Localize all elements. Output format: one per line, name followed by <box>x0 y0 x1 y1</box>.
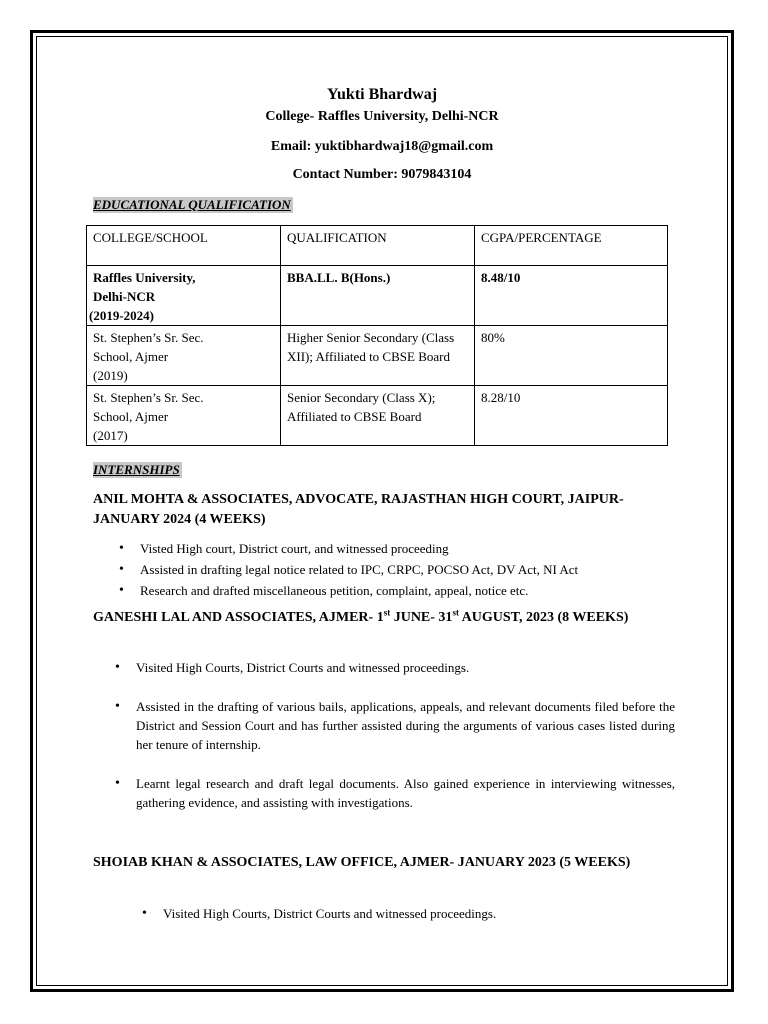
list-item: • Visited High Courts, District Courts and witnessed proceedings. <box>111 658 675 677</box>
contact-line: Contact Number: 9079843104 <box>292 167 472 182</box>
internship-bullets <box>115 539 685 600</box>
internship-title-part: AUGUST, 2023 (8 WEEKS) <box>458 610 629 625</box>
ordinal-suffix: st <box>383 607 391 618</box>
score-cell: 8.48/10 <box>475 266 668 326</box>
table-row <box>87 326 668 386</box>
table-row <box>87 266 668 326</box>
list-item: • Learnt legal research and draft legal documents. Also gained experience in interviewing witnesses, gathering evidence, and assisting with investigations. <box>111 774 675 812</box>
qualification-cell: BBA.LL. B(Hons.) <box>281 266 475 326</box>
score-cell: 8.28/10 <box>475 386 668 446</box>
column-header: COLLEGE/SCHOOL <box>87 226 281 266</box>
internship-bullets <box>111 658 675 812</box>
internship-title-part: JUNE- 31 <box>390 610 453 625</box>
school-location: Delhi-NCR <box>93 289 156 304</box>
internship-title-part: GANESHI LAL AND ASSOCIATES, AJMER- 1 <box>93 610 384 625</box>
column-header: CGPA/PERCENTAGE <box>475 226 668 266</box>
college-line: College- Raffles University, Delhi-NCR <box>265 109 499 124</box>
ordinal-suffix: st <box>452 607 459 618</box>
column-header: QUALIFICATION <box>281 226 475 266</box>
email-line: Email: yuktibhardwaj18@gmail.com <box>270 139 494 154</box>
table-header-row <box>87 226 668 266</box>
school-location: School, Ajmer <box>93 349 169 364</box>
school-cell <box>87 386 281 446</box>
list-item: • Visited High Courts, District Courts and witnessed proceedings. <box>138 904 678 923</box>
list-item: • Assisted in the drafting of various bails, applications, appeals, and relevant documents filed before the District and Session Court and has further assisted during the arguments of various cases listed during her tenure of internship. <box>111 697 675 754</box>
school-name: St. Stephen’s Sr. Sec. <box>93 330 204 345</box>
table-row <box>87 386 668 446</box>
qualification-cell: Senior Secondary (Class X); Affiliated to CBSE Board <box>281 386 475 446</box>
education-table <box>86 225 668 446</box>
internship-title: ANIL MOHTA & ASSOCIATES, ADVOCATE, RAJASTHAN HIGH COURT, JAIPUR- JANUARY 2024 (4 WEEKS) <box>93 492 624 527</box>
candidate-name: Yukti Bhardwaj <box>326 86 438 103</box>
qualification-cell: Higher Senior Secondary (Class XII); Affiliated to CBSE Board <box>281 326 475 386</box>
internship-title <box>93 608 675 628</box>
internships-heading: INTERNSHIPS <box>93 462 180 477</box>
school-year: (2019) <box>93 368 128 383</box>
list-item: • Research and drafted miscellaneous petition, complaint, appeal, notice etc. <box>115 581 685 600</box>
internship-title: SHOIAB KHAN & ASSOCIATES, LAW OFFICE, AJMER- JANUARY 2023 (5 WEEKS) <box>93 855 631 870</box>
school-cell <box>87 266 281 326</box>
school-name: St. Stephen’s Sr. Sec. <box>93 390 204 405</box>
list-item: • Assisted in drafting legal notice related to IPC, CRPC, POCSO Act, DV Act, NI Act <box>115 560 685 579</box>
school-year: (2017) <box>93 428 128 443</box>
school-name: Raffles University, <box>93 270 196 285</box>
school-cell <box>87 326 281 386</box>
score-cell: 80% <box>475 326 668 386</box>
internship-bullets <box>138 904 678 923</box>
list-item: • Visted High court, District court, and witnessed proceeding <box>115 539 685 558</box>
school-location: School, Ajmer <box>93 409 169 424</box>
education-heading: EDUCATIONAL QUALIFICATION <box>93 197 291 212</box>
school-year: (2019-2024) <box>89 308 154 323</box>
